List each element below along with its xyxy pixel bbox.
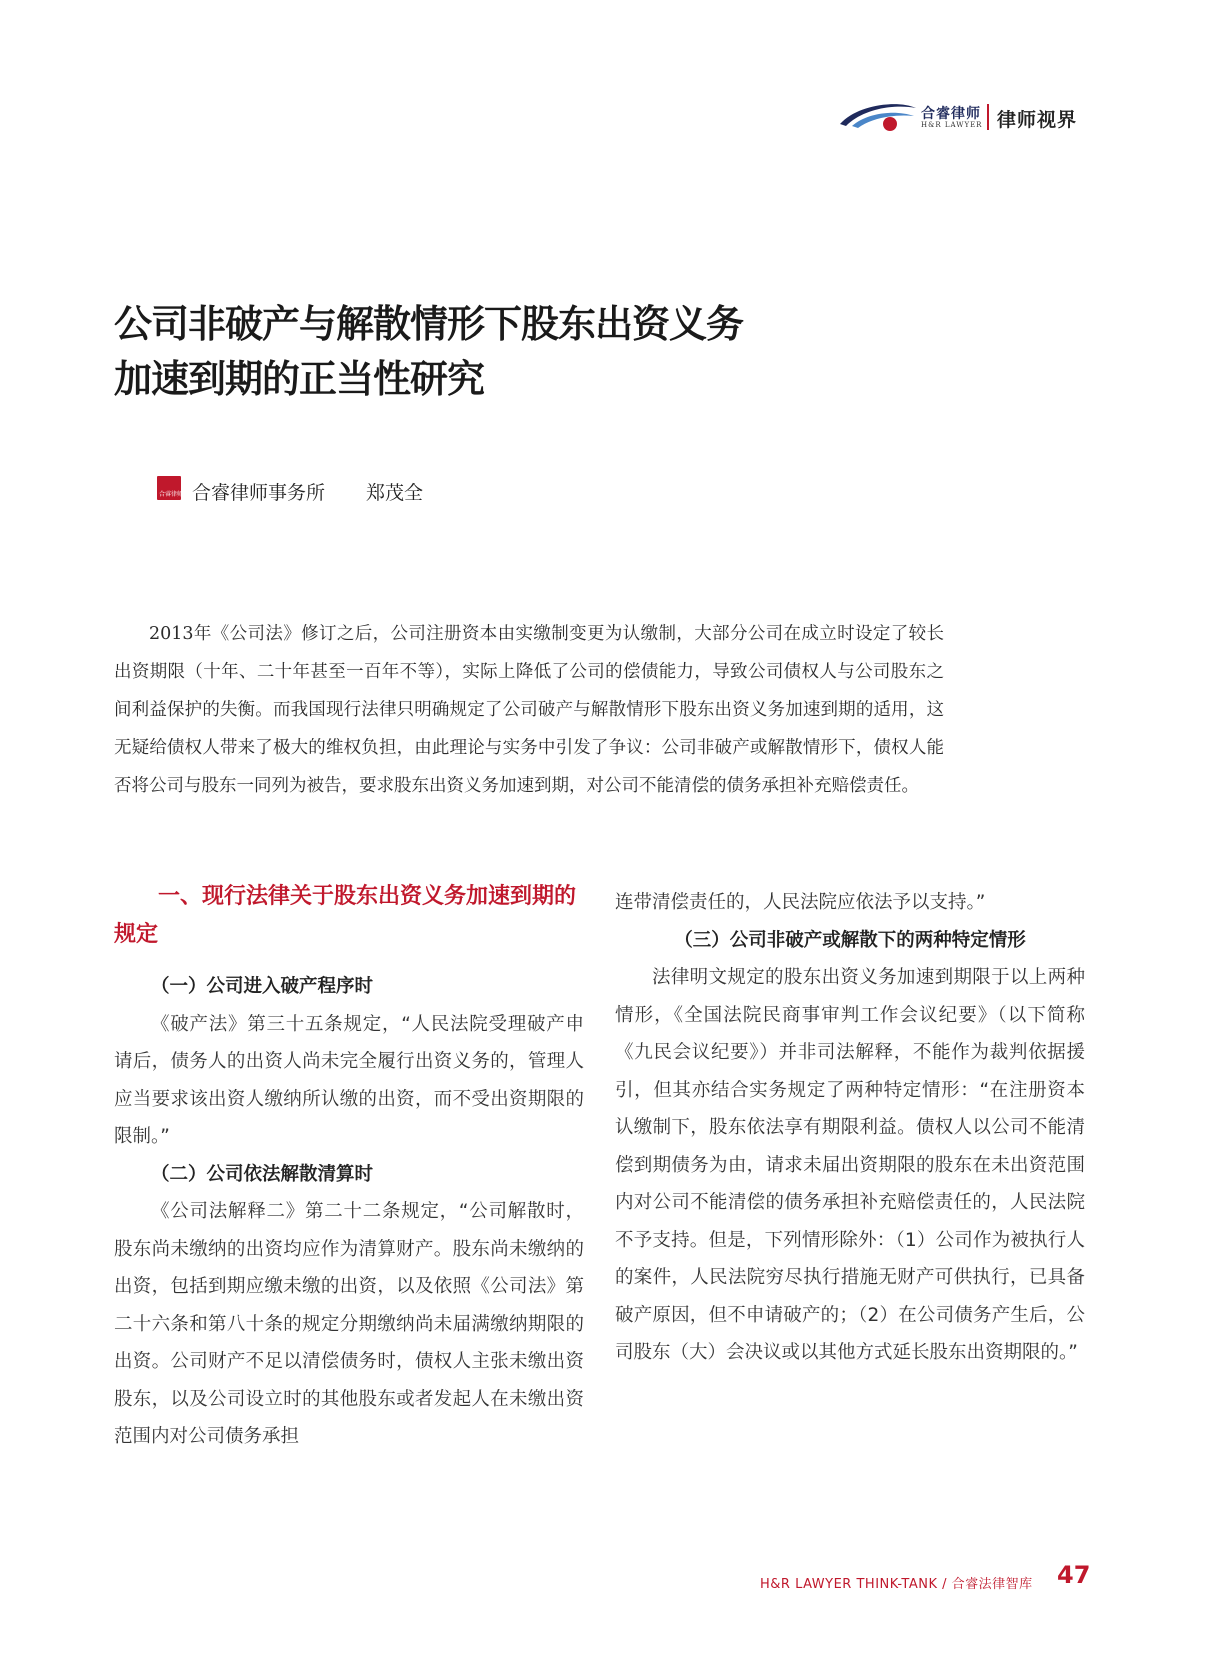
subheading-3: （三）公司非破产或解散下的两种特定情形 [674, 929, 1026, 951]
byline-organization: 合睿律师事务所 [192, 482, 326, 504]
paragraph-dissolution: 《公司法解释二》第二十二条规定，“公司解散时，股东尚未缴纳的出资均应作为清算财产。股东尚未缴纳的出资，包括到期应缴未缴的出资，以及依照《公司法》第二十六条和第八十条的规定分期缴纳尚未届满缴纳期限的出资。公司财产不足以清偿债务时，债权人主张未缴出资股东，以及公司设立时的其他股东或者发起人在未缴出资范围内对公司债务承担 [114, 1201, 584, 1447]
abstract [114, 615, 944, 805]
paragraph-bankruptcy: 《破产法》第三十五条规定，“人民法院受理破产申请后，债务人的出资人尚未完全履行出资义务的，管理人应当要求该出资人缴纳所认缴的出资，而不受出资期限的限制。” [114, 1013, 584, 1147]
page-number: 47 [1057, 1561, 1091, 1589]
firm-logo-icon [157, 476, 184, 500]
paragraph-special-cases: 法律明文规定的股东出资义务加速到期限于以上两种情形，《全国法院民商事审判工作会议纪要》（以下简称《九民会议纪要》）并非司法解释，不能作为裁判依据援引，但其亦结合实务规定了两种特定情形：“在注册资本认缴制下，股东依法享有期限利益。债权人以公司不能清偿到期债务为由，请求未届出资期限的股东在未出资范围内对公司不能清偿的债务承担补充赔偿责任的，人民法院不予支持。但是，下列情形除外：（1）公司作为被执行人的案件，人民法院穷尽执行措施无财产可供执行，已具备破产原因，但不申请破产的；（2）在公司债务产生后，公司股东（大）会决议或以其他方式延长股东出资期限的。” [615, 967, 1085, 1363]
paragraph-continuation: 连带清偿责任的，人民法院应依法予以支持。” [615, 892, 986, 913]
subheading-1: （一）公司进入破产程序时 [151, 976, 374, 997]
brand-logo-icon [838, 100, 918, 134]
brand-name-cn: 合睿律师 [921, 106, 981, 122]
page-header [0, 0, 1216, 150]
subheading-2: （二）公司依法解散清算时 [151, 1163, 374, 1185]
byline-author: 郑茂全 [366, 482, 424, 504]
firm-logo-text: 合睿律师 [159, 491, 184, 498]
title-line-2: 加速到期的正当性研究 [114, 357, 485, 401]
section-label: 律师视界 [997, 109, 1078, 131]
header-divider [987, 104, 989, 130]
article-title [114, 297, 1014, 407]
abstract-text: 2013年《公司法》修订之后，公司注册资本由实缴制变更为认缴制，大部分公司在成立时设定了较长出资期限（十年、二十年甚至一百年不等），实际上降低了公司的偿债能力，导致公司债权人与公司股东之间利益保护的失衡。而我国现行法律只明确规定了公司破产与解散情形下股东出资义务加速到期的适用，这无疑给债权人带来了极大的维权负担，由此理论与实务中引发了争议：公司非破产或解散情形下，债权人能否将公司与股东一同列为被告，要求股东出资义务加速到期，对公司不能清偿的债务承担补充赔偿责任。 [114, 624, 944, 796]
left-column [114, 884, 584, 1456]
footer-publication: H&R LAWYER THINK-TANK / 合睿法律智库 [760, 1577, 1033, 1592]
brand-name-en: H&R LAWYER [921, 121, 983, 129]
right-column [615, 892, 1085, 1372]
title-line-1: 公司非破产与解散情形下股东出资义务 [114, 302, 744, 346]
section-heading-1: 一、现行法律关于股东出资义务加速到期的规定 [114, 884, 577, 947]
